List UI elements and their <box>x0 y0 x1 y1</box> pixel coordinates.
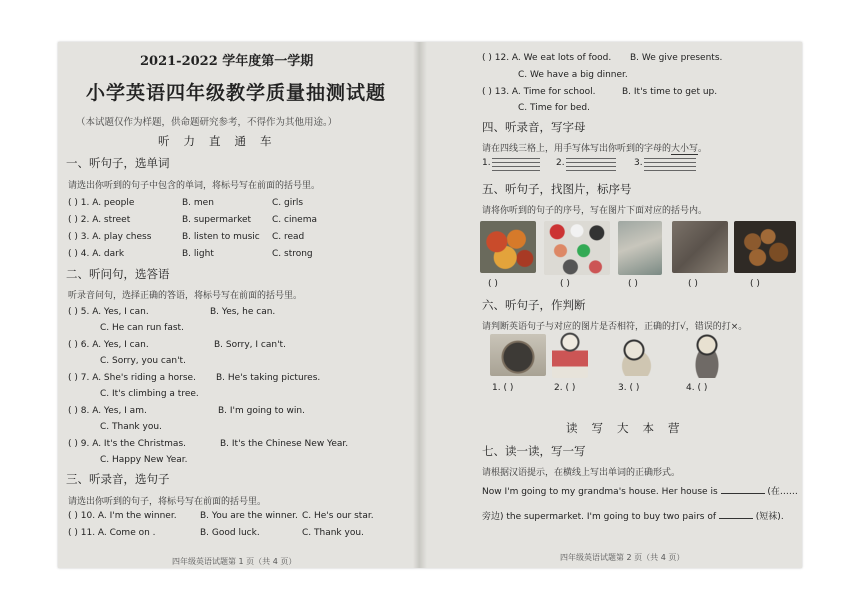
slot-2-label: 2. <box>556 158 565 168</box>
q6-option-a: ( ) 6. A. Yes, I can. <box>68 340 149 350</box>
passage-line-2: 旁边) the supermarket. I'm going to buy two pairs of (短袜). <box>482 512 784 522</box>
picture-child-music <box>614 336 664 376</box>
picture-chef <box>552 332 588 378</box>
q9-option-b: B. It's the Chinese New Year. <box>220 439 349 449</box>
q12-option-b: B. We give presents. <box>630 53 723 63</box>
section3-heading: 三、听录音，选句子 <box>66 472 170 486</box>
year-term: 2021-2022 学年度第一学期 <box>140 54 314 69</box>
picture-dumpling-pot <box>490 334 546 376</box>
listening-part-title: 听力直通车 <box>158 134 286 148</box>
blank-next-to[interactable] <box>721 493 765 494</box>
section7-heading: 七、读一读，写一写 <box>482 444 586 458</box>
q8-option-a: ( ) 8. A. Yes, I am. <box>68 406 147 416</box>
judge-3[interactable]: 3. ( ) <box>618 383 640 393</box>
right-footer: 四年级英语试题第 2 页（共 4 页） <box>560 553 685 562</box>
section5-heading: 五、听句子，找图片，标序号 <box>482 182 632 196</box>
section1-instruction: 请选出你听到的句子中包含的单词，将标号写在前面的括号里。 <box>68 181 321 191</box>
q4-option-b: B. light <box>182 249 214 259</box>
section6-instruction: 请判断英语句子与对应的图片是否相符，正确的打√，错误的打×。 <box>482 322 748 332</box>
picture-candy <box>544 221 610 275</box>
bracket-5[interactable]: ( ) <box>750 279 760 289</box>
q6-option-b: B. Sorry, I can't. <box>214 340 286 350</box>
judge-4[interactable]: 4. ( ) <box>686 383 708 393</box>
q4-option-a: ( ) 4. A. dark <box>68 249 125 259</box>
q5-option-c: C. He can run fast. <box>100 323 184 333</box>
q2-option-a: ( ) 2. A. street <box>68 215 131 225</box>
q10-option-b: B. You are the winner. <box>200 511 298 521</box>
q5-option-b: B. Yes, he can. <box>210 307 276 317</box>
q3-option-b: B. listen to music <box>182 232 260 242</box>
left-footer: 四年级英语试题第 1 页（共 4 页） <box>172 557 297 566</box>
q11-option-b: B. Good luck. <box>200 528 260 538</box>
usage-note: （本试题仅作为样题，供命题研究参考，不得作为其他用途。） <box>76 117 338 128</box>
q7-option-a: ( ) 7. A. She's riding a horse. <box>68 373 196 383</box>
section1-heading: 一、听句子，选单词 <box>66 156 170 170</box>
bracket-1[interactable]: ( ) <box>488 279 498 289</box>
passage-line-1: Now I'm going to my grandma's house. Her house is (在…… <box>482 487 798 497</box>
q11-option-a: ( ) 11. A. Come on . <box>68 528 156 538</box>
case-emphasis: 大小写 <box>671 141 698 155</box>
judge-2[interactable]: 2. ( ) <box>554 383 576 393</box>
q11-option-c: C. Thank you. <box>302 528 364 538</box>
q6-option-c: C. Sorry, you can't. <box>100 356 186 366</box>
picture-meat <box>672 221 728 273</box>
q8-option-b: B. I'm going to win. <box>218 406 305 416</box>
section6-heading: 六、听句子，作判断 <box>482 298 586 312</box>
section2-instruction: 听录音问句，选择正确的答语，将标号写在前面的括号里。 <box>68 291 303 301</box>
q3-option-a: ( ) 3. A. play chess <box>68 232 152 242</box>
reading-part-title: 读写大本营 <box>566 421 694 435</box>
bracket-3[interactable]: ( ) <box>628 279 638 289</box>
q13-option-c: C. Time for bed. <box>518 103 590 113</box>
section3-instruction: 请选出你听到的句子，将标号写在前面的括号里。 <box>68 497 267 507</box>
blank-socks[interactable] <box>719 518 753 519</box>
slot-1-label: 1. <box>482 158 491 168</box>
bracket-4[interactable]: ( ) <box>688 279 698 289</box>
q10-option-c: C. He's our star. <box>302 511 374 521</box>
q7-option-b: B. He's taking pictures. <box>216 373 321 383</box>
bracket-2[interactable]: ( ) <box>560 279 570 289</box>
q9-option-a: ( ) 9. A. It's the Christmas. <box>68 439 186 449</box>
picture-drink <box>618 221 662 275</box>
section7-instruction: 请根据汉语提示，在横线上写出单词的正确形式。 <box>482 468 681 478</box>
picture-child-reading <box>688 334 726 378</box>
q1-option-c: C. girls <box>272 198 304 208</box>
page-fold <box>413 42 427 568</box>
q7-option-c: C. It's climbing a tree. <box>100 389 199 399</box>
q1-option-a: ( ) 1. A. people <box>68 198 135 208</box>
picture-dumplings <box>734 221 796 273</box>
q1-option-b: B. men <box>182 198 214 208</box>
slot-3-label: 3. <box>634 158 643 168</box>
q12-option-a: ( ) 12. A. We eat lots of food. <box>482 53 612 63</box>
q13-option-b: B. It's time to get up. <box>622 87 718 97</box>
q9-option-c: C. Happy New Year. <box>100 455 188 465</box>
q2-option-c: C. cinema <box>272 215 317 225</box>
section4-heading: 四、听录音，写字母 <box>482 120 586 134</box>
section5-instruction: 请将你听到的句子的序号，写在图片下面对应的括号内。 <box>482 206 708 216</box>
exam-title: 小学英语四年级教学质量抽测试题 <box>86 82 387 104</box>
q8-option-c: C. Thank you. <box>100 422 162 432</box>
q12-option-c: C. We have a big dinner. <box>518 70 628 80</box>
section4-instruction: 请在四线三格上，用手写体写出你听到的字母的大小写。 <box>482 141 707 155</box>
q2-option-b: B. supermarket <box>182 215 252 225</box>
q10-option-a: ( ) 10. A. I'm the winner. <box>68 511 177 521</box>
judge-1[interactable]: 1. ( ) <box>492 383 514 393</box>
q13-option-a: ( ) 13. A. Time for school. <box>482 87 596 97</box>
section2-heading: 二、听问句，选答语 <box>66 267 170 281</box>
q3-option-c: C. read <box>272 232 305 242</box>
q5-option-a: ( ) 5. A. Yes, I can. <box>68 307 149 317</box>
picture-fruit <box>480 221 536 273</box>
q4-option-c: C. strong <box>272 249 313 259</box>
